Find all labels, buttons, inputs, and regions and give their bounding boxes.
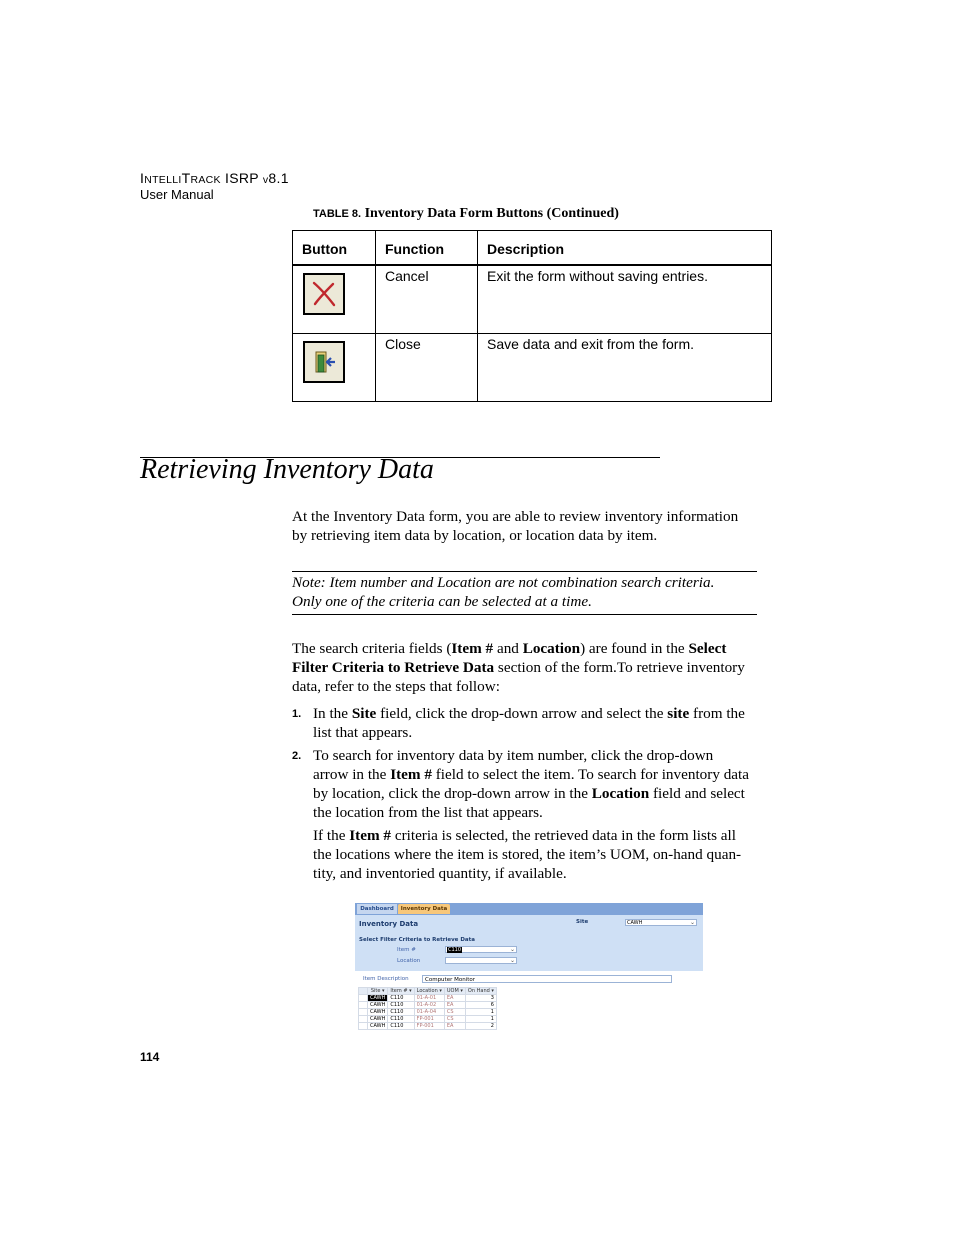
table-header-row (293, 231, 772, 266)
note-rule-bottom (292, 614, 757, 615)
location-label: Location (397, 958, 421, 964)
description-field[interactable]: Computer Monitor (422, 975, 672, 983)
results-panel (355, 971, 703, 1035)
table-row[interactable]: CAWH C110 01-A-01 EA 3 (359, 995, 497, 1002)
grid-col-item[interactable]: Item # ▾ (388, 988, 414, 995)
running-header-subtitle: User Manual (140, 187, 214, 202)
note-block (292, 573, 762, 611)
row-selector-header (359, 988, 368, 995)
note-line: Only one of the criteria can be selected at a time. (292, 593, 592, 610)
table-caption-label: TABLE 8. (313, 208, 362, 220)
running-header-title: INTELLITRACK ISRP v8.1 (140, 170, 289, 186)
note-line: Note: Item number and Location are not combination search criteria. (292, 574, 715, 591)
table-row (293, 265, 772, 334)
grid-col-onhand[interactable]: On Hand ▾ (465, 988, 496, 995)
table-row (293, 334, 772, 402)
chevron-down-icon: ⌄ (689, 919, 695, 926)
table-caption (313, 206, 619, 222)
chevron-down-icon: ⌄ (509, 957, 515, 964)
location-select[interactable] (445, 957, 517, 964)
cancel-icon (303, 273, 345, 315)
button-cell (293, 265, 376, 334)
description-cell: Save data and exit from the form. (478, 334, 772, 402)
tab-dashboard[interactable]: Dashboard (357, 904, 397, 914)
filter-panel (355, 915, 703, 971)
function-cell: Cancel (376, 265, 478, 334)
table-row[interactable]: CAWH C110 01-A-02 EA 6 (359, 1002, 497, 1009)
inventory-data-screenshot (355, 903, 703, 1035)
form-title: Inventory Data (359, 920, 419, 928)
description-cell: Exit the form without saving entries. (478, 265, 772, 334)
table-row[interactable]: CAWH C110 FP-001 EA 2 (359, 1023, 497, 1030)
tab-inventory-data[interactable]: Inventory Data (398, 904, 450, 914)
column-header-function: Function (376, 231, 478, 266)
table-caption-title: Inventory Data Form Buttons (Continued) (364, 206, 619, 221)
grid-col-location[interactable]: Location ▾ (414, 988, 444, 995)
site-select[interactable]: CAWH ⌄ (627, 919, 695, 926)
intro-line: At the Inventory Data form, you are able to review inventory information (292, 508, 739, 525)
table-row[interactable]: CAWH C110 01-A-04 CS 1 (359, 1009, 497, 1016)
item-select[interactable]: C110 ⌄ (445, 946, 517, 953)
close-icon (303, 341, 345, 383)
step-number: 1. (292, 708, 302, 720)
column-header-description: Description (478, 231, 772, 266)
grid-header-row (359, 988, 497, 995)
step-2-followup: If the Item # criteria is selected, the retrieved data in the form lists all the locations where the item is stored, the item’s UOM, on-hand quan- tity, and inventoried quantity, if available. (313, 827, 742, 882)
buttons-table (292, 230, 772, 402)
step-number: 2. (292, 750, 302, 762)
button-cell (293, 334, 376, 402)
results-grid (358, 987, 497, 1030)
description-label: Item Description (363, 976, 409, 982)
grid-col-site[interactable]: Site ▾ (368, 988, 388, 995)
step-1-text: In the Site field, click the drop-down arrow and select the site from the list that appears. (313, 705, 745, 741)
intro-line: by retrieving item data by location, or location data by item. (292, 527, 658, 544)
page-number: 114 (140, 1050, 160, 1064)
chevron-down-icon: ⌄ (509, 946, 515, 953)
step-2-text: To search for inventory data by item number, click the drop-down arrow in the Item # field to select the item. To search for inventory data by location, click the drop-down arrow in the Location field and select the location from the list that appears. (313, 747, 750, 821)
filter-section-title: Select Filter Criteria to Retrieve Data (359, 937, 475, 943)
intro-paragraph (292, 507, 762, 545)
criteria-paragraph: The search criteria fields (Item # and Location) are found in the Select Filter Criteria to Retrieve Data section of the form.To retrieve inventory data, refer to the steps that follow: (292, 640, 745, 695)
table-row[interactable]: CAWH C110 FP-001 CS 1 (359, 1016, 497, 1023)
function-cell: Close (376, 334, 478, 402)
grid-col-uom[interactable]: UOM ▾ (444, 988, 465, 995)
column-header-button: Button (293, 231, 376, 266)
tab-bar (355, 903, 703, 915)
section-title: Retrieving Inventory Data (140, 454, 434, 485)
site-label: Site (576, 919, 589, 925)
item-label: Item # (397, 947, 416, 953)
note-rule-top (292, 571, 757, 572)
